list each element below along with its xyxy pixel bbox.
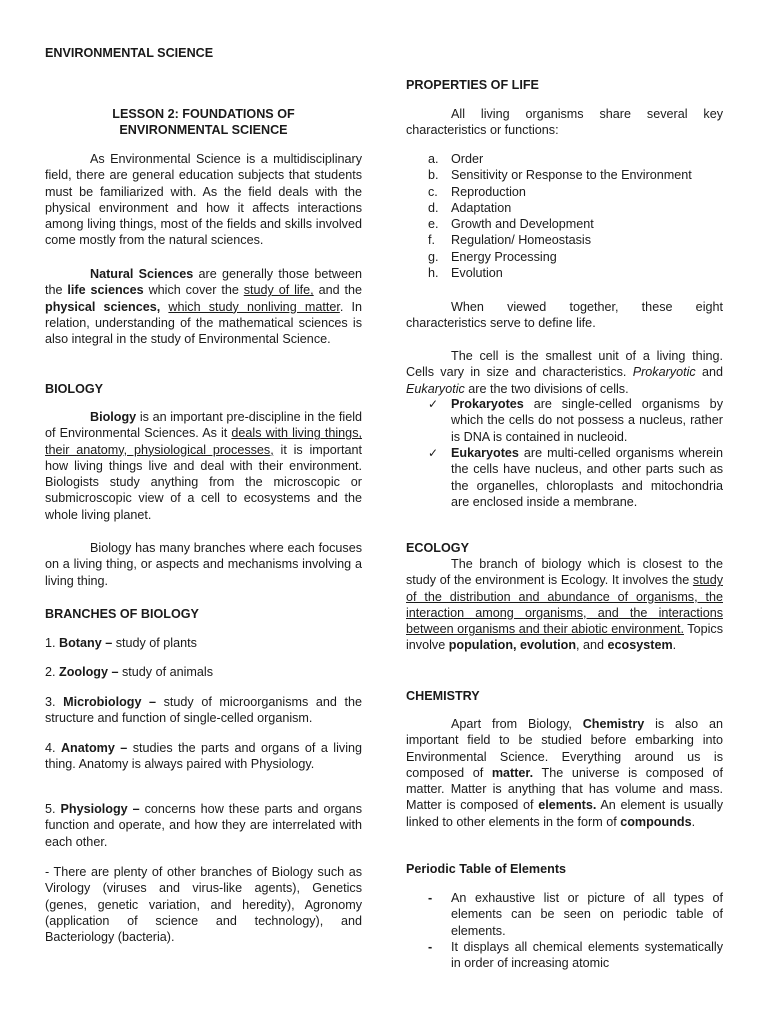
- branch-item: 4. Anatomy – studies the parts and organs of a living thing. Anatomy is always paired with Physiology.: [45, 741, 362, 772]
- properties-summary: When viewed together, these eight characteristics serve to define life.: [406, 300, 723, 331]
- branch-item: 5. Physiology – concerns how these parts and organs function and operate, and how they are interrelated with each other.: [45, 802, 362, 849]
- document-header: ENVIRONMENTAL SCIENCE: [45, 46, 214, 60]
- prokaryotes-item: ✓ Prokaryotes are single-celled organisms by which the cells do not possess a nucleus, rather is DNA is contained in nucleoid.: [428, 397, 723, 444]
- other-branches-note: - There are plenty of other branches of Biology such as Virology (viruses and virus-like agents), Genetics (genes, genetic variation, and heredity), Agronomy (application of science and technology), and Bacteriology (bacteria).: [45, 865, 362, 945]
- eukaryotes-item: ✓ Eukaryotes are multi-celled organisms wherein the cells have nucleus, and other parts such as the organelles, chloroplasts and mitochondria are enclosed inside a membrane.: [428, 446, 723, 509]
- list-item: g. Energy Processing: [428, 249, 557, 264]
- list-item: c. Reproduction: [428, 184, 526, 199]
- ecology-heading: ECOLOGY: [406, 541, 469, 555]
- ecology-paragraph: The branch of biology which is closest to the study of the environment is Ecology. It involves the study of the distribution and abundance of organisms, the interaction among organisms, and the interactions between organisms and their abiotic environment. Topics involve population, evolution, and ecosystem.: [406, 557, 724, 653]
- properties-list: [406, 151, 723, 281]
- periodic-item: - It displays all chemical elements systematically in order of increasing atomic: [428, 940, 723, 971]
- list-item: e. Growth and Development: [428, 217, 594, 232]
- bullet-dash: -: [428, 940, 433, 954]
- properties-heading: PROPERTIES OF LIFE: [406, 78, 539, 92]
- chemistry-heading: CHEMISTRY: [406, 689, 480, 703]
- branches-heading: BRANCHES OF BIOLOGY: [45, 607, 199, 621]
- cell-paragraph: The cell is the smallest unit of a living thing. Cells vary in size and characteristics. Prokaryotic and Eukaryotic are the two divisions of cells.: [406, 349, 724, 396]
- chemistry-paragraph: Apart from Biology, Chemistry is also an important field to be studied before embarking into Environmental Science. Everything around us is composed of matter. The universe is composed of matter. Matter is anything that has volume and mass. Matter is composed of elements. An element is usually linked to other elements in the form of compounds.: [406, 717, 724, 829]
- periodic-table-heading: Periodic Table of Elements: [406, 862, 567, 876]
- list-item: d. Adaptation: [428, 200, 512, 215]
- natural-sciences-paragraph: Natural Sciences are generally those between the life sciences which cover the study of life, and the physical sciences, which study nonliving matter. In relation, understanding of the mathematical sciences is also integral in the study of Environmental Science.: [45, 267, 362, 347]
- lesson-title: [45, 106, 362, 139]
- intro-paragraph: As Environmental Science is a multidisciplinary field, there are general education subjects that students must be familiarized with. As the field deals with the physical environment and how it affects interactions among living things, most of the fields and skills involved come mostly from the natural sciences.: [45, 152, 362, 248]
- properties-intro: All living organisms share several key characteristics or functions:: [406, 107, 723, 138]
- biology-branches-paragraph: Biology has many branches where each focuses on a living thing, or aspects and mechanisms involving a living thing.: [45, 541, 362, 588]
- biology-paragraph: Biology is an important pre-discipline in the field of Environmental Sciences. As it deals with living things, their anatomy, physiological processes, it is important how living things live and deal with their environment. Biologists study anything from the microscopic or submicroscopic view of a cell to ecosystems and the whole living planet.: [45, 410, 362, 522]
- list-item: a. Order: [428, 152, 484, 166]
- bullet-dash: -: [428, 891, 433, 905]
- list-item: b. Sensitivity or Response to the Environment: [428, 168, 692, 183]
- list-item: f. Regulation/ Homeostasis: [428, 233, 592, 248]
- branch-item: 3. Microbiology – study of microorganisms and the structure and function of single-celled organism.: [45, 695, 362, 726]
- lesson-title-line2: ENVIRONMENTAL SCIENCE: [119, 123, 288, 138]
- list-item: h. Evolution: [428, 266, 503, 281]
- lesson-title-line1: LESSON 2: FOUNDATIONS OF: [112, 107, 295, 121]
- check-icon: ✓: [428, 397, 439, 411]
- check-icon: ✓: [428, 446, 439, 460]
- biology-heading: BIOLOGY: [45, 382, 104, 396]
- branch-item: 1. Botany – study of plants: [45, 636, 197, 650]
- periodic-item: - An exhaustive list or picture of all types of elements can be seen on periodic table of elements.: [428, 891, 723, 938]
- branch-item: 2. Zoology – study of animals: [45, 665, 213, 679]
